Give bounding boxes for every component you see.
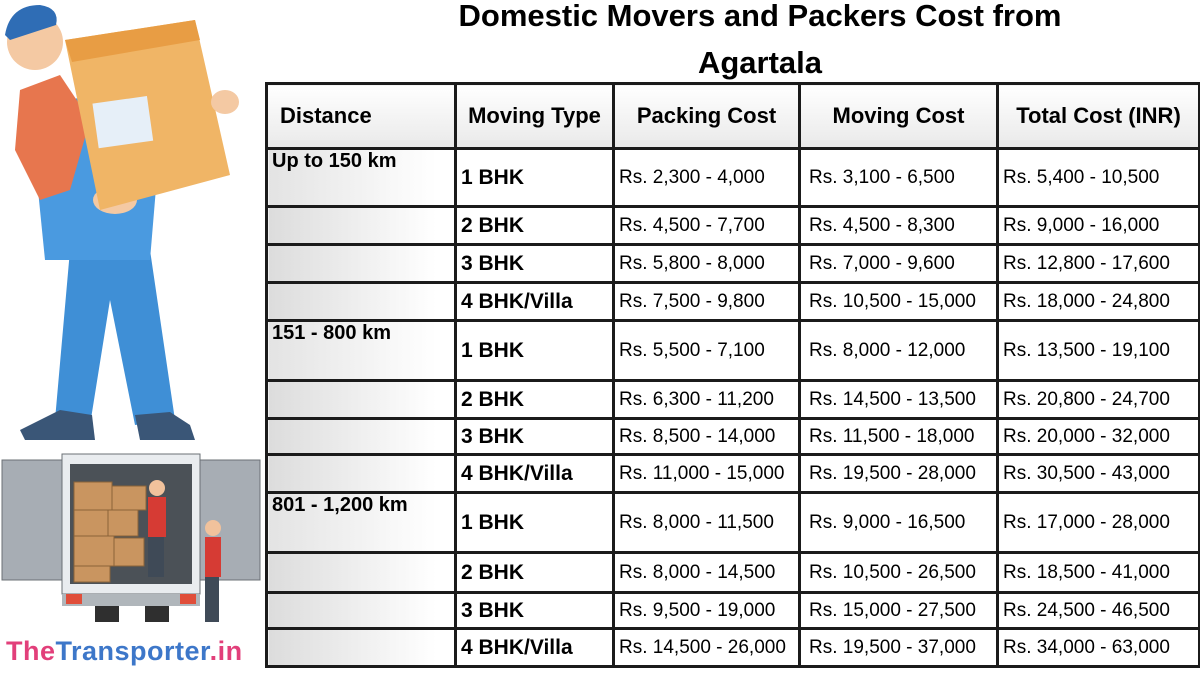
total-cost-cell: Rs. 5,400 - 10,500: [998, 149, 1200, 207]
packing-cost-cell: Rs. 4,500 - 7,700: [614, 207, 800, 245]
header-distance: Distance: [267, 84, 456, 149]
page-title: [310, 0, 1200, 86]
brand-part-2: Transporter: [55, 636, 210, 666]
moving-cost-cell: Rs. 10,500 - 15,000: [800, 283, 998, 321]
moving-type-cell: 2 BHK: [456, 207, 614, 245]
total-cost-cell: Rs. 9,000 - 16,000: [998, 207, 1200, 245]
distance-cell: [267, 381, 456, 419]
moving-type-cell: 2 BHK: [456, 381, 614, 419]
mover-illustration: [0, 0, 265, 450]
moving-type-cell: 3 BHK: [456, 245, 614, 283]
moving-cost-cell: Rs. 10,500 - 26,500: [800, 553, 998, 593]
moving-cost-cell: Rs. 3,100 - 6,500: [800, 149, 998, 207]
total-cost-cell: Rs. 17,000 - 28,000: [998, 493, 1200, 553]
packing-cost-cell: Rs. 2,300 - 4,000: [614, 149, 800, 207]
total-cost-cell: Rs. 30,500 - 43,000: [998, 455, 1200, 493]
moving-type-cell: 3 BHK: [456, 593, 614, 629]
moving-cost-cell: Rs. 15,000 - 27,500: [800, 593, 998, 629]
total-cost-cell: Rs. 20,000 - 32,000: [998, 419, 1200, 455]
header-total-cost: Total Cost (INR): [998, 84, 1200, 149]
packing-cost-cell: Rs. 5,800 - 8,000: [614, 245, 800, 283]
packing-cost-cell: Rs. 9,500 - 19,000: [614, 593, 800, 629]
table-row: [267, 321, 1200, 381]
cost-table: [265, 82, 1200, 668]
packing-cost-cell: Rs. 14,500 - 26,000: [614, 629, 800, 667]
moving-cost-cell: Rs. 4,500 - 8,300: [800, 207, 998, 245]
packing-cost-cell: Rs. 8,000 - 14,500: [614, 553, 800, 593]
distance-cell: [267, 553, 456, 593]
header-row: [267, 84, 1200, 149]
packing-cost-cell: Rs. 7,500 - 9,800: [614, 283, 800, 321]
total-cost-cell: Rs. 12,800 - 17,600: [998, 245, 1200, 283]
moving-cost-cell: Rs. 8,000 - 12,000: [800, 321, 998, 381]
header-moving-cost: Moving Cost: [800, 84, 998, 149]
table-row: [267, 455, 1200, 493]
table-row: [267, 283, 1200, 321]
total-cost-cell: Rs. 18,500 - 41,000: [998, 553, 1200, 593]
packing-cost-cell: Rs. 6,300 - 11,200: [614, 381, 800, 419]
distance-cell: [267, 455, 456, 493]
table-row: [267, 381, 1200, 419]
distance-cell: [267, 283, 456, 321]
moving-type-cell: 4 BHK/Villa: [456, 283, 614, 321]
brand-logo: [6, 636, 243, 667]
header-packing-cost: Packing Cost: [614, 84, 800, 149]
distance-cell: 801 - 1,200 km: [267, 493, 456, 553]
table-row: [267, 553, 1200, 593]
moving-type-cell: 1 BHK: [456, 493, 614, 553]
moving-cost-cell: Rs. 11,500 - 18,000: [800, 419, 998, 455]
distance-cell: [267, 593, 456, 629]
total-cost-cell: Rs. 13,500 - 19,100: [998, 321, 1200, 381]
moving-type-cell: 1 BHK: [456, 321, 614, 381]
packing-cost-cell: Rs. 8,500 - 14,000: [614, 419, 800, 455]
total-cost-cell: Rs. 24,500 - 46,500: [998, 593, 1200, 629]
truck-illustration: [0, 452, 262, 632]
packing-cost-cell: Rs. 11,000 - 15,000: [614, 455, 800, 493]
brand-part-1: The: [6, 636, 56, 666]
table-row: [267, 245, 1200, 283]
title-line-1: Domestic Movers and Packers Cost from: [458, 0, 1062, 33]
moving-cost-cell: Rs. 14,500 - 13,500: [800, 381, 998, 419]
total-cost-cell: Rs. 34,000 - 63,000: [998, 629, 1200, 667]
distance-cell: [267, 419, 456, 455]
table-row: [267, 207, 1200, 245]
moving-cost-cell: Rs. 19,500 - 37,000: [800, 629, 998, 667]
table-row: [267, 149, 1200, 207]
moving-type-cell: 3 BHK: [456, 419, 614, 455]
title-line-2: Agartala: [697, 45, 823, 80]
total-cost-cell: Rs. 18,000 - 24,800: [998, 283, 1200, 321]
moving-cost-cell: Rs. 7,000 - 9,600: [800, 245, 998, 283]
moving-cost-cell: Rs. 19,500 - 28,000: [800, 455, 998, 493]
header-moving-type: Moving Type: [456, 84, 614, 149]
table-row: [267, 593, 1200, 629]
distance-cell: Up to 150 km: [267, 149, 456, 207]
moving-type-cell: 4 BHK/Villa: [456, 455, 614, 493]
distance-cell: 151 - 800 km: [267, 321, 456, 381]
table-row: [267, 493, 1200, 553]
distance-cell: [267, 207, 456, 245]
total-cost-cell: Rs. 20,800 - 24,700: [998, 381, 1200, 419]
brand-part-3: .in: [209, 636, 243, 666]
distance-cell: [267, 629, 456, 667]
moving-cost-cell: Rs. 9,000 - 16,500: [800, 493, 998, 553]
distance-cell: [267, 245, 456, 283]
moving-type-cell: 4 BHK/Villa: [456, 629, 614, 667]
moving-type-cell: 2 BHK: [456, 553, 614, 593]
table-row: [267, 629, 1200, 667]
table-row: [267, 419, 1200, 455]
packing-cost-cell: Rs. 8,000 - 11,500: [614, 493, 800, 553]
packing-cost-cell: Rs. 5,500 - 7,100: [614, 321, 800, 381]
moving-type-cell: 1 BHK: [456, 149, 614, 207]
